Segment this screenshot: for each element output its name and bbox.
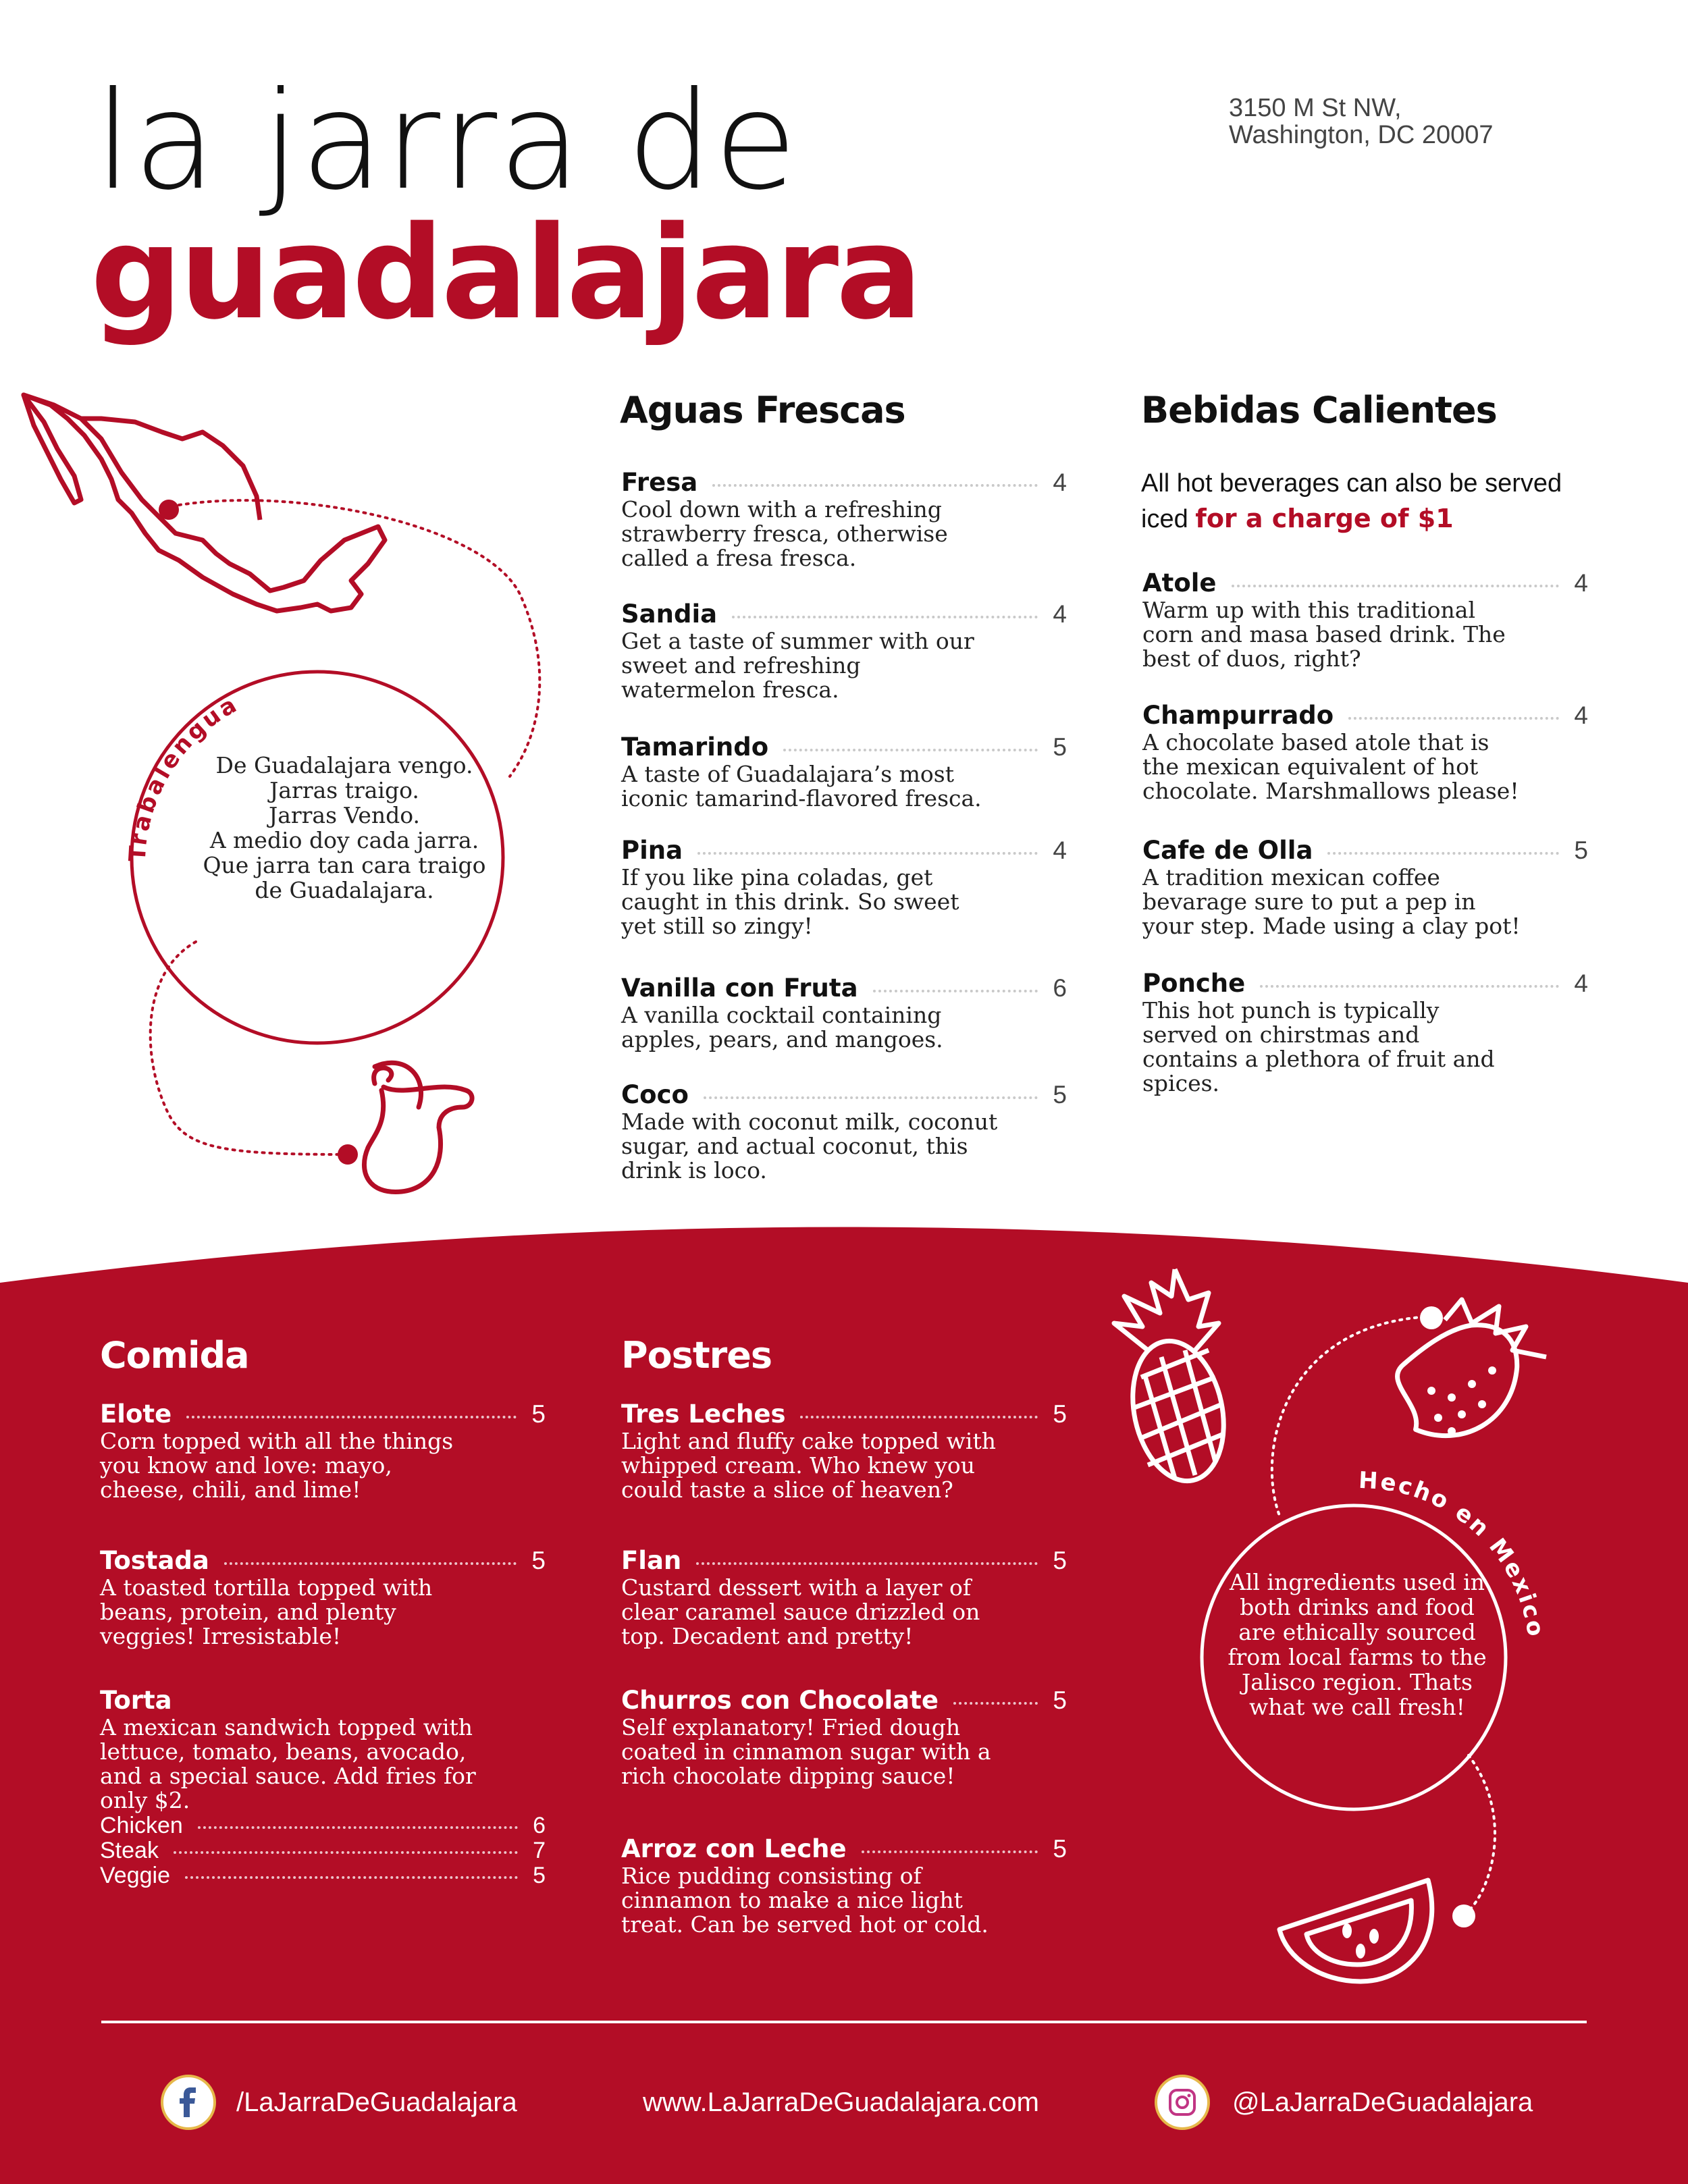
leader-dots <box>1348 717 1559 720</box>
item-name: Flan <box>621 1546 682 1575</box>
leader-dots <box>1232 585 1560 587</box>
mexico-map-icon <box>24 395 385 611</box>
address-line2: Washington, DC 20007 <box>1229 121 1494 149</box>
item-name: Torta <box>100 1686 172 1715</box>
item-name: Atole <box>1142 568 1217 597</box>
item-price: 5 <box>531 1547 546 1574</box>
address-line1: 3150 M St NW, <box>1229 94 1402 122</box>
menu-item-fresa <box>621 468 1067 570</box>
item-desc: Light and fluffy cake topped with whipped cream. Who knew you could taste a slice of heaven? <box>621 1428 996 1503</box>
brand-title-line1: la jarra de <box>95 63 799 220</box>
item-name: Churros con Chocolate <box>621 1686 939 1715</box>
calientes-heading: Bebidas Calientes <box>1141 389 1497 431</box>
aguas-heading: Aguas Frescas <box>620 389 905 431</box>
menu-item-tres-leches <box>621 1400 1067 1502</box>
iced-note <box>1141 466 1614 537</box>
item-price: 5 <box>1053 1835 1067 1863</box>
item-desc: Warm up with this traditional corn and masa based drink. The best of duos, right? <box>1142 597 1506 672</box>
item-price: 5 <box>531 1400 546 1428</box>
jug-icon <box>364 1063 472 1192</box>
option-price: 6 <box>533 1813 546 1838</box>
item-name: Pina <box>621 836 683 865</box>
menu-item-ponche <box>1142 969 1588 1096</box>
item-name: Arroz con Leche <box>621 1834 847 1863</box>
item-desc: A toasted tortilla topped with beans, protein, and plenty veggies! Irresistable! <box>100 1574 433 1649</box>
item-price: 4 <box>1574 969 1588 997</box>
brand-title-line2: guadalajara <box>90 198 920 348</box>
leader-dots <box>224 1562 517 1565</box>
iced-note-text: All hot beverages can also be served iced <box>1141 469 1562 533</box>
trabalengua-label: Trabalengua <box>124 690 244 863</box>
poem-line: Jarras Vendo. <box>268 802 421 828</box>
item-price: 4 <box>1053 836 1067 864</box>
leader-dots <box>697 852 1038 855</box>
leader-dots <box>953 1702 1038 1705</box>
address <box>1229 95 1494 149</box>
item-desc: Self explanatory! Fried dough coated in cinnamon sugar with a rich chocolate dipping sauce! <box>621 1714 991 1789</box>
item-price: 5 <box>1053 1547 1067 1574</box>
item-price: 5 <box>1053 1081 1067 1109</box>
item-desc: A taste of Guadalajara’s most iconic tamarind-flavored fresca. <box>621 761 982 811</box>
menu-item-vanilla-con-fruta <box>621 974 1067 1052</box>
item-name: Cafe de Olla <box>1142 836 1313 865</box>
item-desc: A vanilla cocktail containing apples, pears, and mangoes. <box>621 1002 943 1053</box>
item-name: Sandia <box>621 600 718 629</box>
option-name: Chicken <box>100 1813 183 1838</box>
option-price: 5 <box>533 1863 546 1888</box>
menu-item-arroz-con-leche <box>621 1834 1067 1937</box>
menu-item-coco <box>621 1080 1067 1183</box>
torta-option-steak <box>100 1838 546 1863</box>
item-desc: A mexican sandwich topped with lettuce, tomato, beans, avocado, and a special sauce. Add fries for only $2. <box>100 1714 476 1813</box>
item-name: Ponche <box>1142 969 1246 998</box>
menu-item-churros-con-chocolate <box>621 1686 1067 1788</box>
menu-item-champurrado <box>1142 701 1588 803</box>
poem-line: De Guadalajara vengo. <box>215 752 473 778</box>
item-price: 4 <box>1574 569 1588 597</box>
menu-item-flan <box>621 1546 1067 1649</box>
leader-dots <box>198 1826 518 1829</box>
map-location-dot <box>159 500 179 520</box>
item-price: 4 <box>1053 469 1067 496</box>
hecho-text: All ingredients used in both drinks and food are ethically sourced from local farms to the Jalisco region. Thats what we call fresh! <box>1228 1569 1487 1720</box>
leader-dots <box>862 1850 1038 1853</box>
instagram-link[interactable]: @LaJarraDeGuadalajara <box>1232 2087 1533 2117</box>
item-name: Fresa <box>621 468 698 497</box>
item-desc: Cool down with a refreshing strawberry fresca, otherwise called a fresa fresca. <box>621 496 948 571</box>
facebook-glyph <box>177 2087 200 2117</box>
instagram-glyph <box>1168 2088 1196 2116</box>
website-link[interactable]: www.LaJarraDeGuadalajara.com <box>643 2087 1039 2117</box>
leader-dots <box>1260 985 1559 988</box>
item-desc: Custard dessert with a layer of clear caramel sauce drizzled on top. Decadent and pretty! <box>621 1574 980 1649</box>
iced-note-highlight: for a charge of $1 <box>1195 504 1454 533</box>
poem-line: de Guadalajara. <box>255 877 434 903</box>
item-price: 5 <box>1574 836 1588 864</box>
item-name: Vanilla con Fruta <box>621 974 858 1003</box>
item-name: Tamarindo <box>621 733 769 762</box>
item-name: Tres Leches <box>621 1400 786 1429</box>
item-price: 6 <box>1053 974 1067 1002</box>
item-price: 5 <box>1053 733 1067 761</box>
leader-dots <box>712 484 1038 487</box>
torta-option-veggie <box>100 1863 546 1888</box>
item-name: Tostada <box>100 1546 209 1575</box>
leader-dots <box>732 616 1038 618</box>
option-name: Veggie <box>100 1863 170 1888</box>
item-desc: Rice pudding consisting of cinnamon to make a nice light treat. Can be served hot or cold. <box>621 1863 988 1938</box>
hecho-label: Hecho en Mexico <box>1358 1466 1550 1641</box>
menu-item-cafe-de-olla <box>1142 836 1588 938</box>
poem-line: A medio doy cada jarra. <box>209 827 479 853</box>
leader-dots <box>696 1562 1038 1565</box>
item-name: Coco <box>621 1080 689 1109</box>
item-desc: This hot punch is typically served on chirstmas and contains a plethora of fruit and spices. <box>1142 997 1495 1096</box>
facebook-icon[interactable] <box>161 2075 216 2130</box>
item-name: Elote <box>100 1400 172 1429</box>
leader-dots <box>704 1096 1038 1099</box>
item-price: 5 <box>1053 1400 1067 1428</box>
menu-item-torta <box>100 1686 546 1888</box>
item-desc: A tradition mexican coffee bevarage sure to put a pep in your step. Made using a clay pot! <box>1142 864 1521 939</box>
leader-dots <box>783 749 1038 751</box>
poem-line: Jarras traigo. <box>269 777 419 803</box>
facebook-link[interactable]: /LaJarraDeGuadalajara <box>236 2087 517 2117</box>
menu-item-pina <box>621 836 1067 938</box>
menu-item-tostada <box>100 1546 546 1649</box>
watermelon-dot <box>1452 1905 1475 1927</box>
postres-heading: Postres <box>621 1334 772 1377</box>
strawberry-dot <box>1420 1306 1443 1329</box>
menu-item-sandia <box>621 600 1067 702</box>
menu-item-tamarindo <box>621 733 1067 811</box>
torta-option-chicken <box>100 1813 546 1838</box>
leader-dots <box>800 1416 1038 1418</box>
item-desc: If you like pina coladas, get caught in this drink. So sweet yet still so zingy! <box>621 864 959 939</box>
comida-heading: Comida <box>100 1334 249 1377</box>
leader-dots <box>185 1876 518 1879</box>
item-desc: A chocolate based atole that is the mexican equivalent of hot chocolate. Marshmallows please! <box>1142 729 1519 804</box>
item-price: 4 <box>1053 600 1067 628</box>
leader-dots <box>174 1851 518 1854</box>
trabalengua-poem <box>176 753 513 903</box>
item-price: 5 <box>1053 1686 1067 1714</box>
leader-dots <box>1327 852 1559 855</box>
poem-line: Que jarra tan cara traigo <box>203 852 486 878</box>
leader-dots <box>186 1416 517 1418</box>
item-price: 4 <box>1574 701 1588 729</box>
option-name: Steak <box>100 1838 159 1863</box>
leader-dots <box>873 990 1038 992</box>
menu-item-elote <box>100 1400 546 1502</box>
item-desc: Made with coconut milk, coconut sugar, and actual coconut, this drink is loco. <box>621 1109 998 1183</box>
jug-dot <box>338 1144 358 1165</box>
option-price: 7 <box>533 1838 546 1863</box>
item-desc: Corn topped with all the things you know and love: mayo, cheese, chili, and lime! <box>100 1428 454 1503</box>
item-desc: Get a taste of summer with our sweet and refreshing watermelon fresca. <box>621 628 974 703</box>
item-name: Champurrado <box>1142 701 1334 730</box>
menu-item-atole <box>1142 568 1588 671</box>
instagram-icon[interactable] <box>1155 2075 1210 2130</box>
